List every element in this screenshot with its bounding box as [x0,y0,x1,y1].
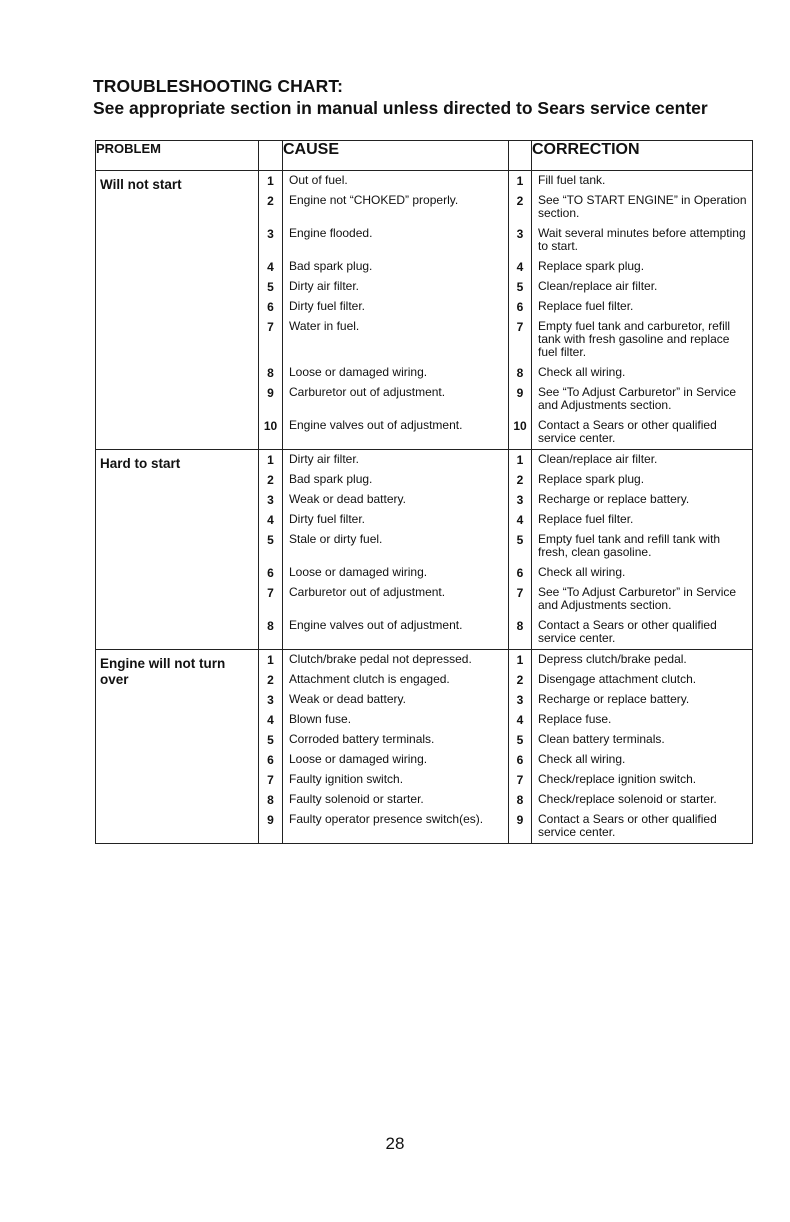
cause-text: Weak or dead battery. [289,692,406,706]
correction-text: Fill fuel tank. [538,173,606,187]
correction-number: 8 [509,790,532,810]
cause-text: Water in fuel. [289,319,360,333]
correction-number: 2 [509,670,532,690]
correction-text: Clean/replace air filter. [532,450,753,471]
correction-text: Check/replace ignition switch. [538,772,697,786]
cause-text: Bad spark plug. [289,259,373,273]
correction-text: Check all wiring. [538,752,626,766]
problem-cell: Engine will not turn over [96,650,259,844]
correction-number: 4 [509,510,532,530]
cause-number: 2 [259,191,283,224]
correction-text: Replace spark plug. [538,259,645,273]
cause-text: Faulty operator presence switch(es). [289,812,484,826]
cause-text: Engine not “CHOKED” properly. [289,193,459,207]
correction-number: 5 [509,277,532,297]
correction-number: 6 [509,297,532,317]
header-correction-num [509,141,532,171]
correction-text: Recharge or replace battery. [538,692,690,706]
correction-text: Empty fuel tank and carburetor, refill tank with fresh gasoline and replace fuel filter. [538,319,731,359]
cause-text: Clutch/brake pedal not depressed. [283,650,509,671]
table-row [96,650,753,671]
cause-text: Blown fuse. [289,712,352,726]
correction-text: Replace fuel filter. [538,512,634,526]
correction-number: 6 [509,563,532,583]
cause-text: Corroded battery terminals. [289,732,435,746]
table-header-row [96,141,753,171]
correction-number: 6 [509,750,532,770]
page-number: 28 [385,1134,405,1153]
cause-number: 6 [259,750,283,770]
cause-text: Weak or dead battery. [289,492,406,506]
correction-text: Replace spark plug. [538,472,645,486]
cause-number: 5 [259,730,283,750]
correction-text: Check/replace solenoid or starter. [538,792,717,806]
table-row [96,171,753,192]
correction-text: Contact a Sears or other qualified service center. [538,812,717,839]
cause-text: Dirty fuel filter. [289,299,366,313]
cause-number: 7 [259,317,283,363]
correction-number: 3 [509,690,532,710]
cause-number: 9 [259,810,283,844]
correction-text: Empty fuel tank and refill tank with fresh, clean gasoline. [538,532,721,559]
correction-number: 1 [509,650,532,671]
cause-text: Carburetor out of adjustment. [289,385,446,399]
cause-text: Out of fuel. [289,173,348,187]
cause-number: 8 [259,790,283,810]
cause-number: 3 [259,224,283,257]
correction-number: 5 [509,530,532,563]
cause-text: Stale or dirty fuel. [289,532,383,546]
header-problem: PROBLEM [96,141,259,171]
correction-text: Recharge or replace battery. [538,492,690,506]
correction-text: Contact a Sears or other qualified service center. [538,418,717,445]
correction-number: 1 [509,450,532,471]
correction-text: Clean battery terminals. [538,732,665,746]
chart-subtitle: See appropriate section in manual unless directed to Sears service center [93,98,708,118]
correction-number: 4 [509,710,532,730]
cause-number: 5 [259,277,283,297]
cause-text: Dirty fuel filter. [289,512,366,526]
correction-number: 7 [509,770,532,790]
correction-number: 4 [509,257,532,277]
cause-number: 2 [259,670,283,690]
cause-text: Engine valves out of adjustment. [289,418,463,432]
cause-number: 2 [259,470,283,490]
cause-number: 8 [259,363,283,383]
cause-text: Dirty air filter. [289,279,360,293]
correction-text: Disengage attachment clutch. [538,672,697,686]
cause-number: 10 [259,416,283,450]
correction-text: Check all wiring. [538,565,626,579]
correction-number: 2 [509,191,532,224]
cause-number: 5 [259,530,283,563]
cause-text: Attachment clutch is engaged. [289,672,450,686]
table-body [96,171,753,844]
cause-number: 3 [259,490,283,510]
correction-text: See “TO START ENGINE” in Operation section. [538,193,747,220]
correction-text: Wait several minutes before attempting to start. [538,226,746,253]
correction-text: See “To Adjust Carburetor” in Service and Adjustments section. [538,585,737,612]
cause-number: 4 [259,257,283,277]
correction-text: Depress clutch/brake pedal. [532,650,753,671]
cause-text: Loose or damaged wiring. [289,565,428,579]
correction-text: Check all wiring. [538,365,626,379]
cause-number: 6 [259,563,283,583]
correction-number: 9 [509,810,532,844]
cause-text: Dirty air filter. [283,450,509,471]
troubleshooting-table [95,140,753,844]
cause-text: Loose or damaged wiring. [289,365,428,379]
cause-number: 1 [259,450,283,471]
cause-text: Engine valves out of adjustment. [289,618,463,632]
cause-text: Engine flooded. [289,226,373,240]
cause-number: 4 [259,710,283,730]
cause-number: 7 [259,770,283,790]
table-row [96,450,753,471]
chart-title: TROUBLESHOOTING CHART: [93,76,344,96]
correction-number: 2 [509,470,532,490]
header-correction: CORRECTION [532,141,753,171]
correction-text: Replace fuse. [538,712,612,726]
problem-cell: Hard to start [96,450,259,650]
cause-number: 8 [259,616,283,650]
correction-number: 3 [509,490,532,510]
correction-text: See “To Adjust Carburetor” in Service and Adjustments section. [538,385,737,412]
correction-text: Replace fuel filter. [538,299,634,313]
correction-number: 9 [509,383,532,416]
cause-text: Faulty ignition switch. [289,772,404,786]
correction-number: 8 [509,616,532,650]
cause-text: Loose or damaged wiring. [289,752,428,766]
correction-text: Contact a Sears or other qualified service center. [538,618,717,645]
correction-number: 7 [509,317,532,363]
cause-number: 1 [259,650,283,671]
correction-number: 3 [509,224,532,257]
correction-number: 1 [509,171,532,192]
cause-text: Faulty solenoid or starter. [289,792,424,806]
correction-number: 5 [509,730,532,750]
cause-number: 1 [259,171,283,192]
cause-text: Bad spark plug. [289,472,373,486]
correction-number: 8 [509,363,532,383]
cause-number: 9 [259,383,283,416]
correction-text: Clean/replace air filter. [538,279,658,293]
header-cause: CAUSE [283,141,509,171]
correction-number: 10 [509,416,532,450]
problem-cell: Will not start [96,171,259,450]
header-cause-num [259,141,283,171]
cause-number: 3 [259,690,283,710]
cause-number: 6 [259,297,283,317]
correction-number: 7 [509,583,532,616]
cause-number: 7 [259,583,283,616]
cause-text: Carburetor out of adjustment. [289,585,446,599]
cause-number: 4 [259,510,283,530]
